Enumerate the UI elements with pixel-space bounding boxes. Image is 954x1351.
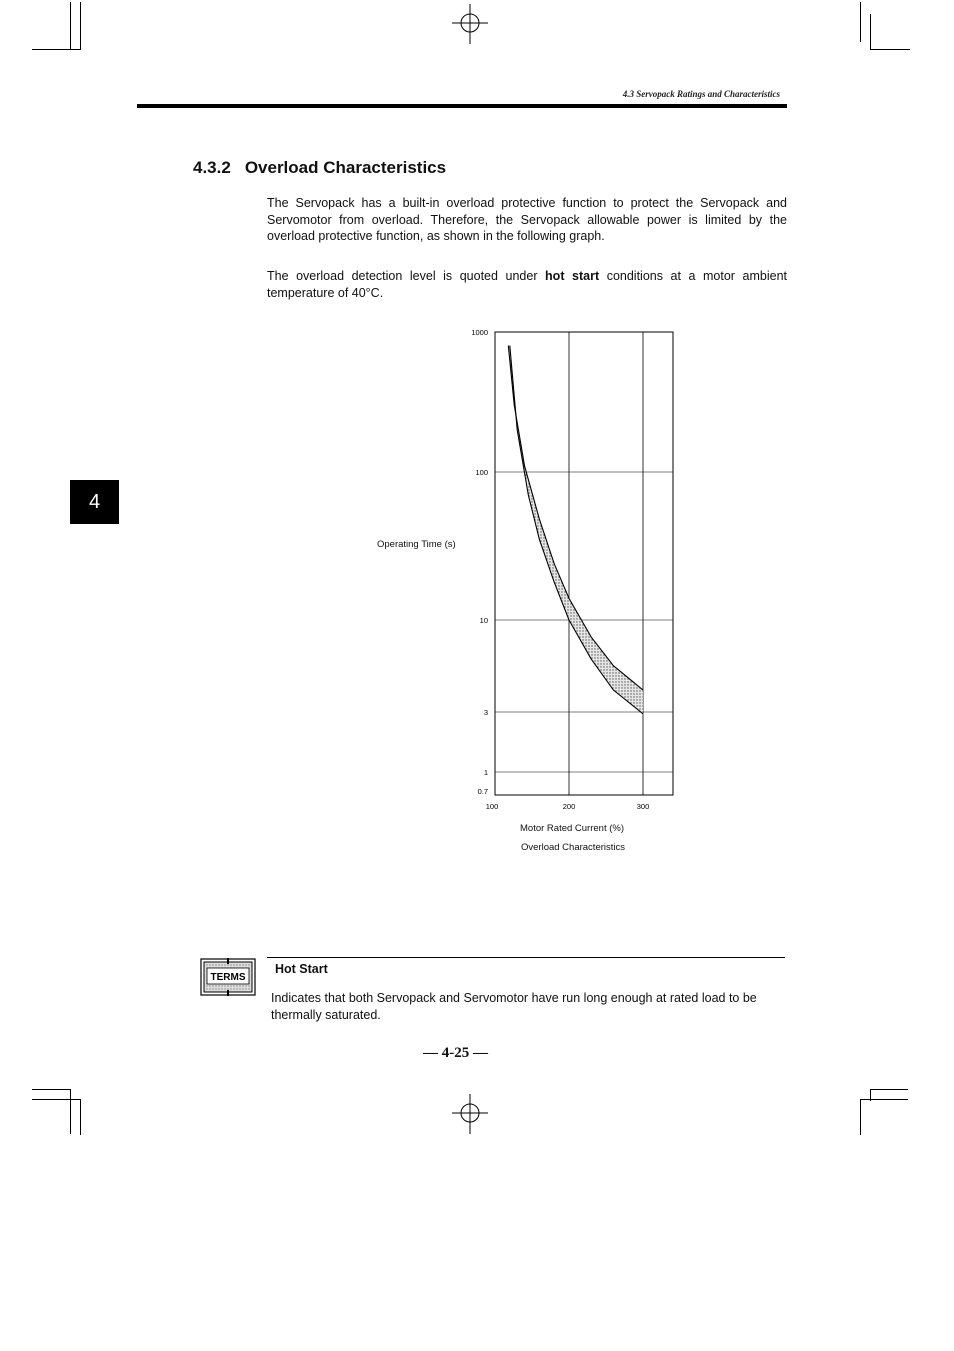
crop-mark-tl-h: [32, 49, 80, 50]
terms-title: Hot Start: [275, 962, 328, 976]
x-tick-label: 200: [562, 802, 576, 811]
terms-text: Indicates that both Servopack and Servomotor have run long enough at rated load to be thermally saturated.: [271, 991, 757, 1022]
crop-mark-br-v: [870, 1089, 871, 1101]
y-tick-label: 1000: [471, 328, 488, 337]
para2-text-b: conditions at a motor ambient temperature of 40°C.: [267, 269, 787, 300]
section-heading: Overload Characteristics: [244, 158, 447, 177]
crop-mark-bl-h: [32, 1089, 70, 1090]
para2-text-a: The overload detection level is quoted under: [267, 269, 546, 283]
crop-mark-bl-v: [70, 1089, 71, 1134]
paragraph-hot-start: [267, 268, 787, 301]
y-axis-label: Operating Time (s): [377, 539, 456, 550]
crop-mark-bl-h2: [32, 1099, 80, 1100]
section-number: 4.3.2: [193, 158, 231, 177]
y-tick-label: 100: [475, 468, 488, 477]
terms-rule: [267, 957, 785, 958]
y-tick-label: 10: [479, 616, 488, 625]
registration-mark-top: [450, 4, 490, 44]
overload-curve-upper: [508, 346, 643, 690]
para2-bold: hot start: [545, 269, 600, 283]
section-title: [193, 158, 446, 178]
crop-mark-tl-v: [80, 2, 81, 50]
crop-mark-tr-v: [860, 2, 861, 42]
crop-mark-br-v2: [860, 1099, 861, 1135]
overload-curve-lower: [510, 346, 643, 714]
x-axis-label: Motor Rated Current (%): [520, 823, 625, 834]
overload-band: [508, 346, 643, 714]
crop-mark-br-h: [870, 1089, 908, 1090]
y-tick-label: 1: [483, 768, 488, 777]
terms-book-icon: [200, 958, 256, 996]
page-number: — 4-25 —: [423, 1045, 488, 1061]
x-tick-label: 100: [485, 802, 499, 811]
crop-mark-tl-v2: [70, 2, 71, 50]
x-tick-label: 300: [636, 802, 650, 811]
running-header: 4.3 Servopack Ratings and Characteristics: [622, 89, 780, 99]
overload-chart: [460, 325, 690, 815]
crop-mark-tr-v2: [870, 14, 871, 50]
terms-icon-label: TERMS: [210, 972, 246, 983]
chart-caption: Overload Characteristics: [521, 842, 626, 853]
y-tick-label: 3: [483, 708, 488, 717]
header-rule: [137, 104, 787, 108]
crop-mark-br-h2: [860, 1099, 908, 1100]
y-tick-label: 0.7: [477, 787, 488, 796]
plot-frame: [495, 332, 673, 795]
registration-mark-bottom: [450, 1094, 490, 1134]
crop-mark-tr-h: [870, 49, 910, 50]
paragraph-intro: The Servopack has a built-in overload protective function to protect the Servopack and Servomotor from overload. Therefore, the Servopack allowable power is limited by the overload protective function, as shown in the following graph.: [267, 196, 787, 243]
crop-mark-bl-v2: [80, 1099, 81, 1135]
chapter-tab: 4: [70, 480, 119, 524]
